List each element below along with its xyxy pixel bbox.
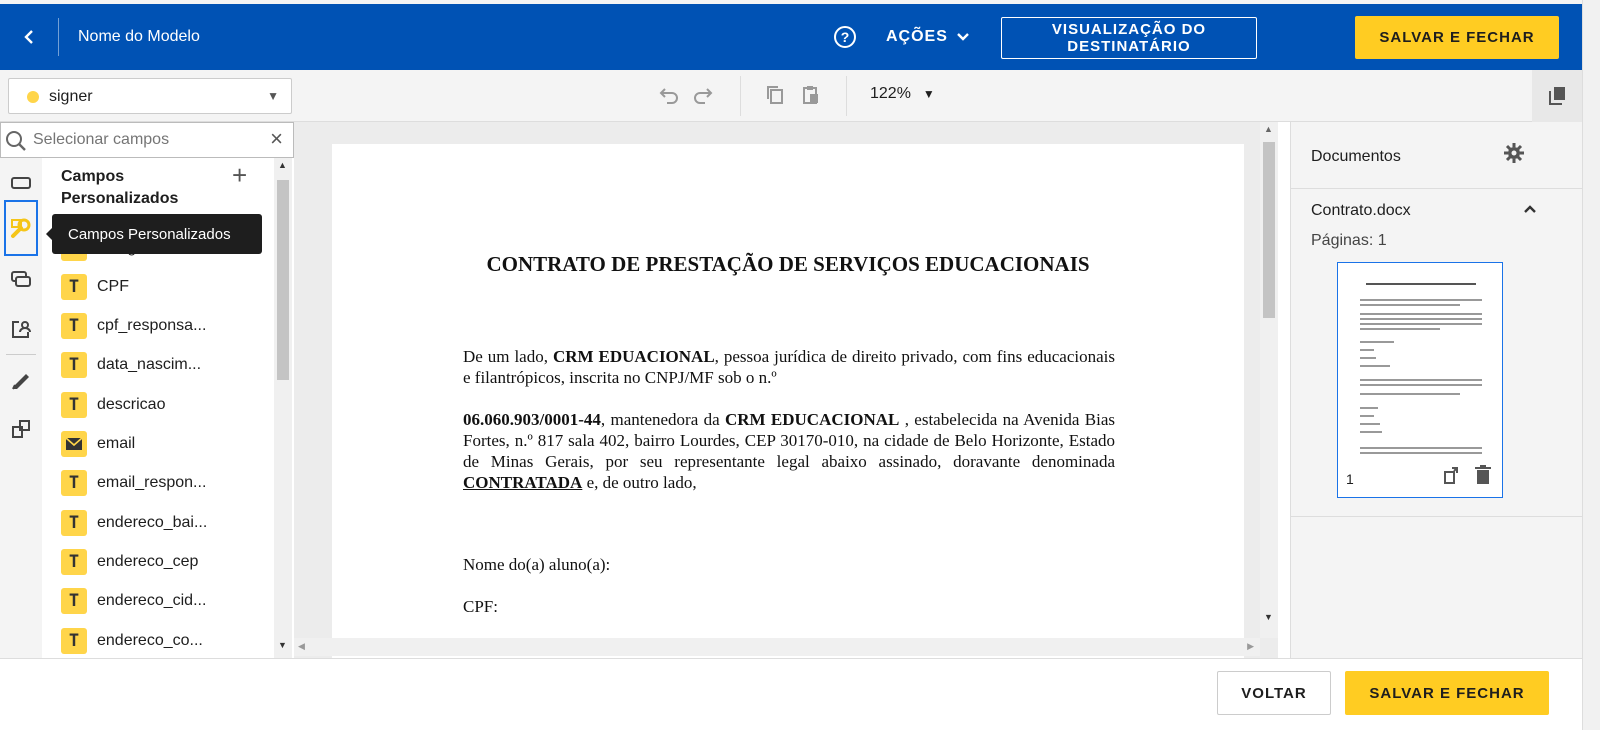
canvas-horizontal-scrollbar[interactable] — [294, 638, 1260, 656]
save-close-button-bottom[interactable]: SALVAR E FECHAR — [1345, 671, 1549, 715]
documents-title: Documentos — [1311, 148, 1401, 165]
text-field-icon: T — [61, 392, 87, 418]
text-field-icon: T — [61, 313, 87, 339]
footer-bar — [0, 658, 1582, 730]
canvas-scroll-thumb[interactable] — [1263, 142, 1275, 318]
rail-custom-fields[interactable] — [4, 200, 38, 256]
rail-templates[interactable] — [4, 412, 38, 446]
field-item[interactable] — [61, 547, 198, 577]
panel-divider — [1291, 516, 1583, 517]
tooltip: Campos Personalizados — [52, 214, 262, 254]
field-label: endereco_co... — [97, 632, 203, 649]
editor-toolbar — [0, 70, 1582, 122]
text-run: CRM EDUACIONAL — [552, 347, 715, 366]
canvas-scrollbar[interactable] — [1260, 122, 1278, 638]
template-name[interactable]: Nome do Modelo — [78, 28, 200, 45]
signer-field-icon — [10, 318, 32, 340]
field-label: data_nascim... — [97, 356, 202, 373]
redo-icon[interactable] — [690, 82, 716, 108]
gear-icon[interactable] — [1503, 142, 1525, 164]
scroll-left-icon[interactable]: ◀ — [298, 641, 305, 651]
rail-divider — [6, 354, 36, 355]
add-field-icon[interactable]: + — [232, 160, 248, 190]
chevron-down-icon — [956, 32, 970, 42]
text-run: e, de outro lado, — [582, 473, 697, 492]
paragraph-4: CPF: — [463, 597, 498, 616]
scroll-down-icon[interactable]: ▼ — [1264, 612, 1273, 622]
header-divider — [58, 18, 59, 56]
scroll-up-icon[interactable]: ▲ — [1264, 124, 1273, 134]
fields-scroll-thumb[interactable] — [277, 180, 289, 380]
field-label: endereco_cid... — [97, 592, 207, 609]
recipient-select[interactable] — [8, 78, 292, 114]
paragraph-1 — [463, 346, 1115, 388]
field-label: CPF — [97, 278, 129, 295]
field-item[interactable] — [61, 626, 203, 656]
rail-merge-fields[interactable] — [4, 262, 38, 296]
toolbar-divider — [846, 76, 847, 116]
text-run: , pessoa jurídica de direito privado, com fins educacionais e filantrópicos, inscrita no CNPJ/MF sob o n.º — [463, 347, 1115, 387]
field-label: cpf_responsa... — [97, 317, 207, 334]
toolbar-divider — [740, 76, 741, 116]
thumbnail-preview — [1338, 263, 1502, 457]
actions-label: AÇÕES — [886, 28, 948, 45]
fields-scrollbar[interactable] — [274, 158, 292, 658]
field-item[interactable] — [61, 272, 129, 302]
custom-fields-title: Campos Personalizados — [61, 168, 179, 207]
search-input[interactable] — [33, 130, 253, 150]
rotate-page-icon[interactable] — [1442, 465, 1462, 485]
text-field-icon: T — [61, 470, 87, 496]
zoom-value: 122% — [870, 85, 911, 102]
chevron-up-icon[interactable] — [1523, 204, 1537, 214]
text-run: CRM EDUCACIONAL — [724, 410, 900, 429]
paragraph-3: Nome do(a) aluno(a): — [463, 555, 611, 574]
text-field-icon: T — [61, 549, 87, 575]
rail-signer-fields[interactable] — [4, 312, 38, 346]
pages-icon — [1546, 85, 1568, 107]
documents-panel — [1290, 122, 1582, 658]
undo-icon[interactable] — [656, 82, 682, 108]
save-close-button-top[interactable]: SALVAR E FECHAR — [1355, 16, 1559, 59]
help-icon[interactable]: ? — [834, 26, 856, 48]
field-label: endereco_cep — [97, 553, 199, 570]
text-field-icon: T — [61, 352, 87, 378]
wrench-icon — [9, 216, 33, 240]
page-thumbnail[interactable] — [1337, 262, 1503, 498]
text-field-icon: T — [61, 588, 87, 614]
dropdown-arrow-icon: ▼ — [267, 89, 279, 103]
panel-divider — [1291, 188, 1583, 189]
field-label: endereco_bai... — [97, 514, 208, 531]
text-run: CONTRATADA — [463, 473, 583, 492]
field-item[interactable] — [61, 311, 206, 341]
field-item[interactable] — [61, 508, 207, 538]
document-file-name[interactable]: Contrato.docx — [1311, 202, 1411, 219]
clear-icon[interactable]: × — [270, 126, 283, 151]
rail-draw-tool[interactable] — [4, 362, 38, 396]
field-item[interactable] — [61, 586, 206, 616]
recipient-preview-button[interactable]: VISUALIZAÇÃO DO DESTINATÁRIO — [1001, 17, 1257, 59]
field-category-rail — [0, 158, 42, 658]
zoom-select[interactable] — [870, 85, 935, 103]
document-title: CONTRATO DE PRESTAÇÃO DE SERVIÇOS EDUCACIONAIS — [486, 252, 1090, 276]
text-run: , estabelecida na Avenida Bias Fortes, n.º 817 sala 402, bairro Lourdes, CEP 30170-010, na cidade de Belo Horizonte, Estado de Minas Gerais, por seu representante legal abaixo assinado, doravante denominada — [463, 410, 1116, 471]
email-field-icon — [61, 431, 87, 457]
text-run: , mantenedora da — [600, 410, 725, 429]
field-item[interactable] — [61, 468, 206, 498]
field-item[interactable] — [61, 350, 201, 380]
field-label: descricao — [97, 396, 166, 413]
field-item[interactable] — [61, 390, 165, 420]
field-label: email — [97, 435, 136, 452]
text-run: 06.060.903/0001-44 — [463, 410, 601, 429]
text-field-icon: T — [61, 628, 87, 654]
back-button[interactable]: VOLTAR — [1217, 671, 1331, 715]
field-search — [0, 122, 294, 158]
dropdown-arrow-icon: ▼ — [922, 87, 935, 101]
template-stamp-icon — [10, 418, 32, 440]
recipient-color-dot — [27, 91, 39, 103]
scroll-up-icon[interactable]: ▲ — [278, 160, 287, 170]
paste-icon[interactable] — [798, 82, 824, 108]
text-field-icon: T — [61, 510, 87, 536]
stacked-fields-icon — [10, 269, 32, 289]
text-field-icon: T — [61, 274, 87, 300]
rail-standard-fields[interactable] — [4, 166, 38, 200]
pencil-icon — [10, 368, 32, 390]
header-bar — [0, 4, 1582, 70]
recipient-name: signer — [49, 88, 93, 105]
page-view-toggle[interactable] — [1532, 70, 1582, 122]
document-page[interactable] — [332, 144, 1244, 658]
copy-icon[interactable] — [762, 82, 788, 108]
thumbnail-page-number: 1 — [1346, 471, 1354, 487]
paragraph-2 — [463, 409, 1115, 493]
actions-menu[interactable] — [886, 28, 970, 46]
trash-icon[interactable] — [1474, 465, 1492, 485]
window-scrollbar[interactable] — [1582, 0, 1600, 730]
rectangle-field-icon — [10, 175, 32, 191]
scroll-down-icon[interactable]: ▼ — [278, 640, 287, 650]
back-icon[interactable] — [14, 22, 44, 52]
scroll-right-icon[interactable]: ▶ — [1247, 641, 1254, 651]
field-item[interactable] — [61, 429, 135, 459]
search-icon — [5, 130, 27, 152]
field-label: email_respon... — [97, 474, 207, 491]
text-run: De um lado, — [463, 347, 553, 366]
document-canvas[interactable] — [294, 122, 1278, 658]
pages-count: Páginas: 1 — [1311, 232, 1387, 249]
